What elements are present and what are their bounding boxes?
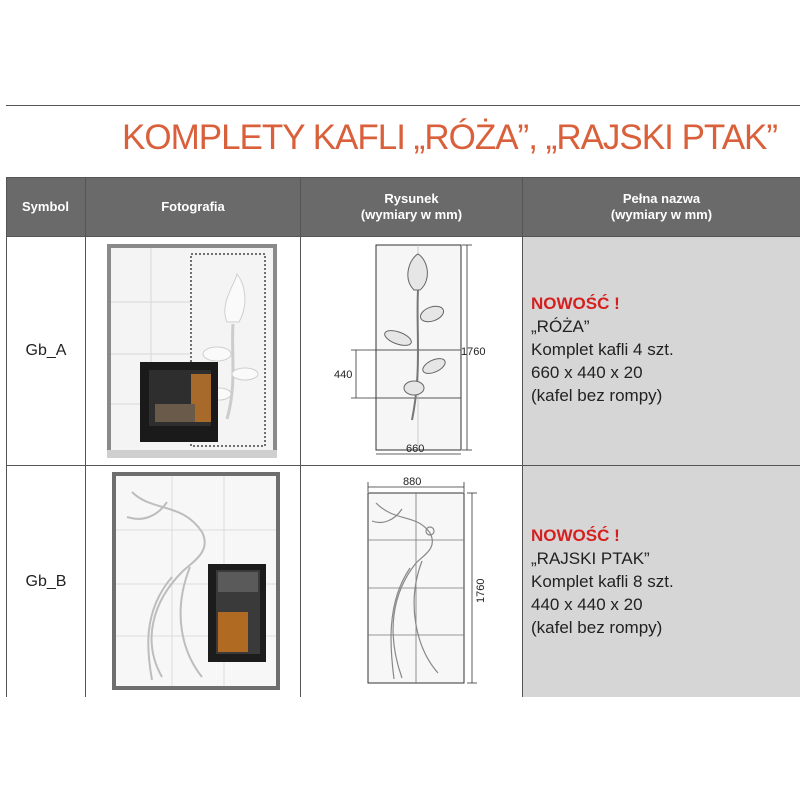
tile-label-rose: 440 — [334, 369, 353, 381]
grid-line — [85, 177, 86, 697]
header-photo — [86, 177, 300, 236]
top-rule — [6, 105, 800, 106]
width-label-bird: 880 — [403, 476, 422, 488]
rose-technical-drawing — [326, 240, 496, 462]
new-badge-b: NOWOŚĆ ! — [531, 526, 620, 545]
product-title-a: „RÓŻA” — [531, 317, 590, 336]
product-line3-a: (kafel bez rompy) — [531, 386, 663, 405]
header-name-line2: (wymiary w mm) — [610, 206, 713, 222]
drawing-bird — [346, 473, 496, 689]
product-title-b: „RAJSKI PTAK” — [531, 549, 650, 568]
product-line1-b: Komplet kafli 8 szt. — [531, 572, 674, 591]
header-symbol — [6, 177, 85, 236]
bird-fireplace-photo — [112, 472, 280, 690]
header-drawing-line1: Rysunek — [384, 190, 439, 206]
symbol-cell-a — [7, 237, 85, 465]
product-line1-a: Komplet kafli 4 szt. — [531, 340, 674, 359]
product-line3-b: (kafel bez rompy) — [531, 618, 663, 637]
symbol-gb-b: Gb_B — [25, 572, 67, 590]
header-photo-label: Fotografia — [161, 198, 225, 214]
grid-line — [300, 177, 301, 697]
header-drawing — [301, 177, 522, 236]
new-badge-a: NOWOŚĆ ! — [531, 294, 620, 313]
rose-fireplace-photo — [107, 244, 277, 458]
grid-line — [6, 236, 800, 237]
product-name-a — [531, 292, 674, 407]
page-title: KOMPLETY KAFLI „RÓŻA”, „RAJSKI PTAK” — [122, 118, 778, 157]
header-name — [523, 177, 800, 236]
grid-line — [522, 177, 523, 697]
width-label-rose: 660 — [406, 443, 425, 455]
product-line2-a: 660 x 440 x 20 — [531, 363, 643, 382]
photo-bird — [112, 472, 280, 690]
photo-rose — [107, 244, 277, 458]
height-label-bird: 1760 — [475, 578, 487, 603]
height-label-rose: 1760 — [461, 346, 486, 358]
drawing-rose — [326, 240, 496, 462]
header-name-line1: Pełna nazwa — [622, 190, 701, 206]
product-line2-b: 440 x 440 x 20 — [531, 595, 643, 614]
products-table — [6, 177, 800, 697]
grid-line — [6, 177, 800, 178]
bird-technical-drawing — [346, 473, 496, 689]
header-drawing-line2: (wymiary w mm) — [360, 206, 463, 222]
product-name-b — [531, 524, 674, 639]
symbol-cell-b — [7, 466, 85, 697]
header-symbol-label: Symbol — [22, 198, 69, 214]
grid-line — [6, 465, 800, 466]
symbol-gb-a: Gb_A — [25, 342, 67, 359]
